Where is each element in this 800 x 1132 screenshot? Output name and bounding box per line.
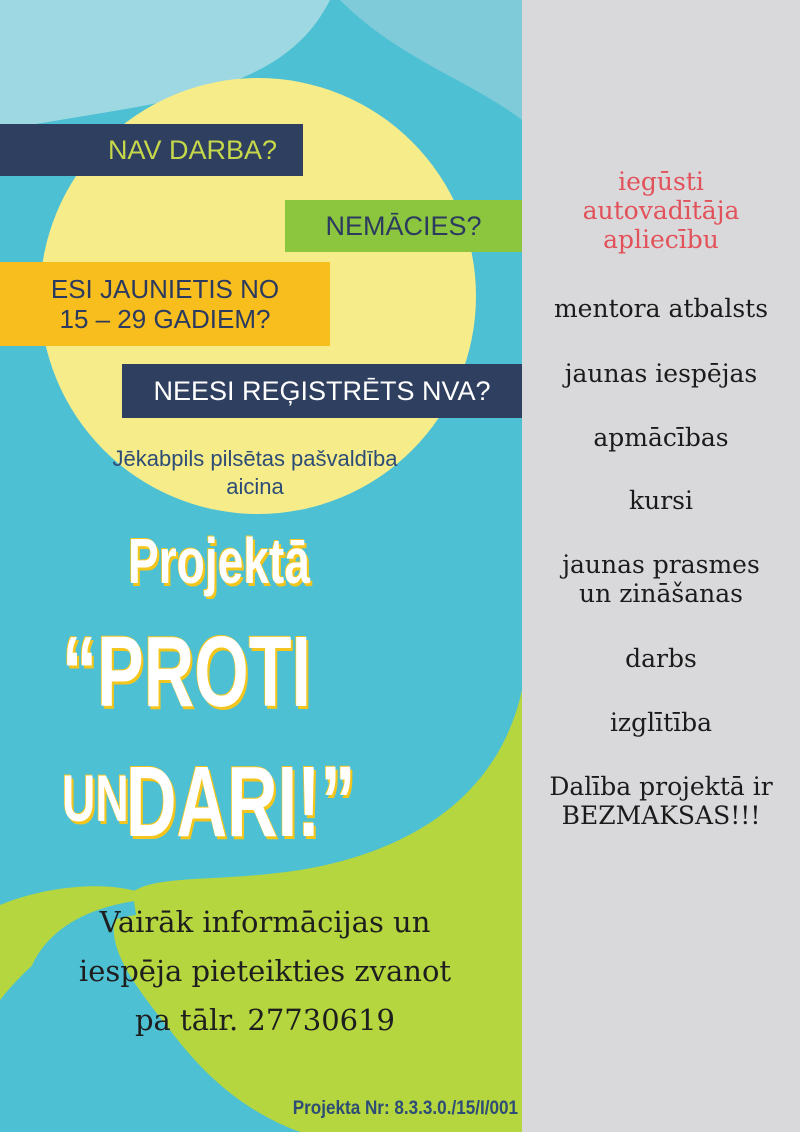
invitation-verb: aicina	[226, 474, 284, 499]
free-participation-note: Dalība projektā ir BEZMAKSAS!!!	[549, 772, 773, 830]
question-not-studying: NEMĀCIES?	[285, 200, 522, 252]
contact-info: Vairāk informācijas un iespēja pieteikties zvanot pa tālr. 27730619	[78, 905, 452, 1037]
benefit-mentor-support: mentora atbalsts	[553, 294, 769, 323]
project-title-proti: “PROTI	[62, 616, 311, 728]
benefit-trainings: apmācības	[593, 423, 729, 452]
benefit-new-skills: jaunas prasmes un zināšanas	[562, 550, 760, 608]
organization-name: Jēkabpils pilsētas pašvaldība	[112, 446, 398, 471]
question-no-job: NAV DARBA?	[0, 124, 303, 176]
project-heading-line1: Projektā	[128, 525, 310, 597]
invitation-text	[20, 445, 490, 501]
project-number: Projekta Nr: 8.3.3.0./15/I/001	[292, 1098, 518, 1119]
question-age-range: ESI JAUNIETIS NO 15 – 29 GADIEM?	[0, 262, 330, 346]
benefit-new-opportunities: jaunas iespējas	[564, 359, 758, 388]
question-not-registered: NEESI REĢISTRĒTS NVA?	[122, 364, 522, 418]
project-title-un: UN	[62, 761, 129, 835]
project-heading-line3: DARI!”	[126, 746, 356, 858]
benefit-courses: kursi	[628, 486, 694, 515]
benefit-education: izglītība	[609, 708, 713, 737]
benefit-driving-license: iegūsti autovadītāja apliecību	[582, 167, 740, 254]
benefit-job: darbs	[625, 644, 697, 673]
